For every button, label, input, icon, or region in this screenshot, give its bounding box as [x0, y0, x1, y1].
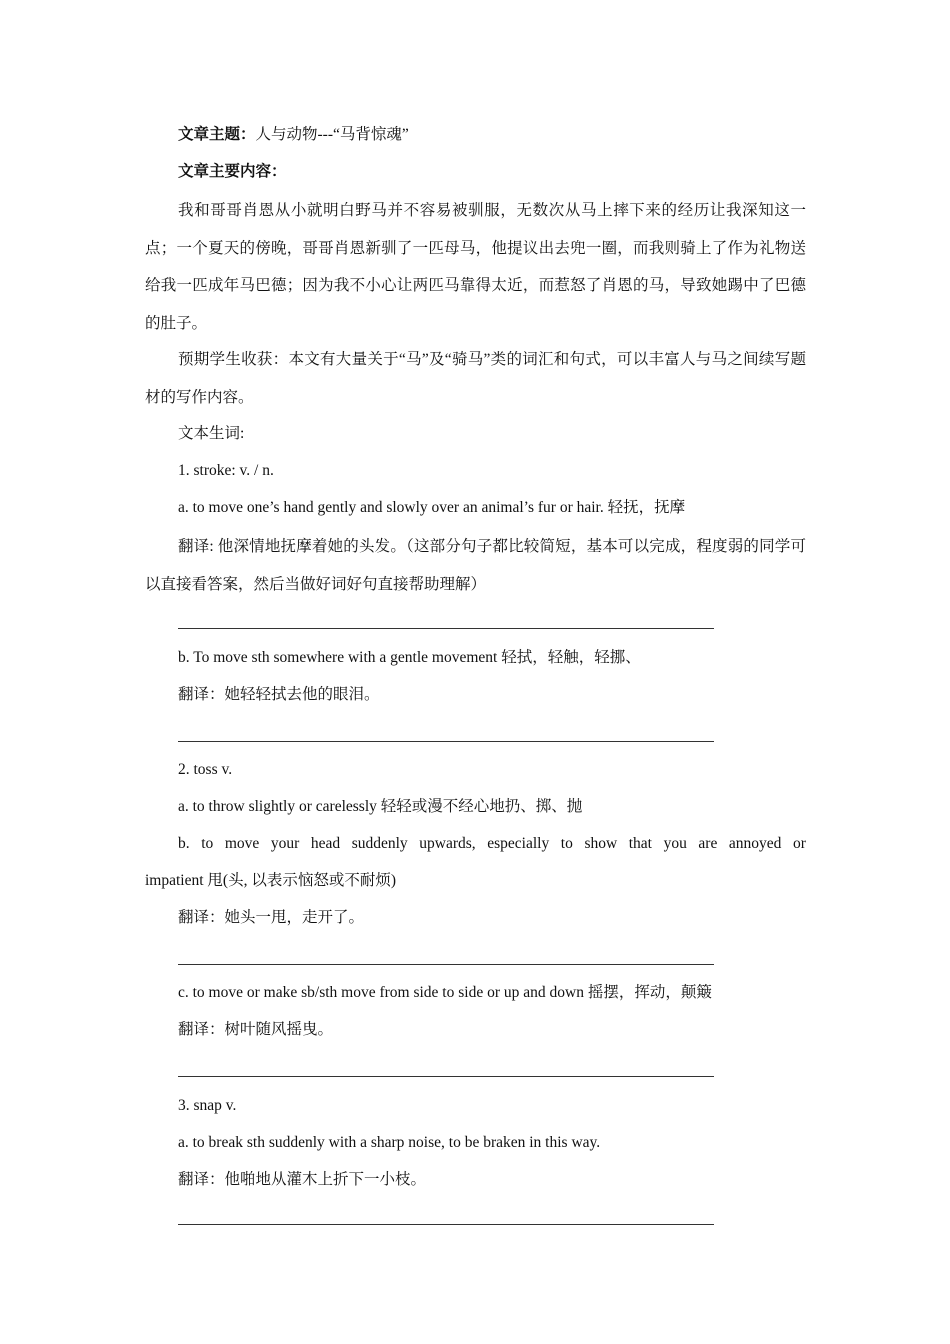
answer-line — [178, 741, 714, 742]
word2-heading: 2. toss v. — [178, 761, 233, 778]
word: head — [310, 835, 341, 852]
word: that — [628, 835, 652, 852]
answer-line — [178, 964, 714, 965]
word3-def-a: a. to break sth suddenly with a sharp noise, to be braken in this way. — [178, 1134, 601, 1151]
word: show — [584, 835, 618, 852]
vocab-heading: 文本生词: — [178, 425, 245, 442]
word3-translate-a: 翻译：他啪地从灌木上折下一小枝。 — [178, 1171, 427, 1188]
word1-translate-a: 翻译: 他深情地抚摩着她的头发。（这部分句子都比较简短，基本可以完成，程度弱的同学可以直接看答案，然后当做好词好句直接帮助理解） — [145, 538, 806, 593]
word1-heading: 1. stroke: v. / n. — [178, 462, 274, 479]
word2-def-b — [178, 834, 806, 854]
theme-line — [178, 125, 409, 145]
summary-label: 文章主要内容： — [178, 163, 287, 180]
word2-def-b-cont: impatient 甩(头, 以表示恼怒或不耐烦) — [145, 872, 396, 889]
word: to — [201, 835, 214, 852]
word: are — [698, 835, 718, 852]
word2-translate-b: 翻译：她头一甩，走开了。 — [178, 909, 365, 926]
answer-line — [178, 1224, 714, 1225]
answer-line — [178, 628, 714, 629]
theme-label: 文章主题： — [178, 126, 256, 143]
word2-def-a: a. to throw slightly or carelessly 轻轻或漫不经心地扔、掷、抛 — [178, 798, 583, 815]
word1-def-b: b. To move sth somewhere with a gentle movement 轻拭，轻触，轻挪、 — [178, 649, 641, 666]
word: you — [663, 835, 687, 852]
word: suddenly — [351, 835, 408, 852]
word3-heading: 3. snap v. — [178, 1097, 237, 1114]
word2-translate-c: 翻译：树叶随风摇曳。 — [178, 1021, 334, 1038]
word1-def-a: a. to move one’s hand gently and slowly over an animal’s fur or hair. 轻抚，抚摩 — [178, 499, 686, 516]
word2-def-c: c. to move or make sb/sth move from side to side or up and down 摇摆，挥动，颠簸 — [178, 984, 712, 1001]
theme-value: 人与动物---“马背惊魂” — [255, 126, 409, 143]
word: move — [224, 835, 260, 852]
answer-line — [178, 1076, 714, 1077]
word: your — [270, 835, 300, 852]
word: especially — [487, 835, 550, 852]
word1-translate-b: 翻译：她轻轻拭去他的眼泪。 — [178, 686, 380, 703]
summary-paragraph: 我和哥哥肖恩从小就明白野马并不容易被驯服，无数次从马上摔下来的经历让我深知这一点；一个夏天的傍晚，哥哥肖恩新驯了一匹母马，他提议出去兜一圈，而我则骑上了作为礼物送给我一匹成年马巴德；因为我不小心让两匹马靠得太近，而惹怒了肖恩的马，导致她踢中了巴德的肚子。 — [145, 202, 806, 332]
word: b. — [178, 835, 190, 852]
word: to — [560, 835, 573, 852]
word: or — [793, 835, 806, 852]
word: annoyed — [728, 835, 782, 852]
gains-paragraph: 预期学生收获：本文有大量关于“马”及“骑马”类的词汇和句式，可以丰富人与马之间续写题材的写作内容。 — [145, 351, 806, 406]
word: upwards, — [419, 835, 476, 852]
